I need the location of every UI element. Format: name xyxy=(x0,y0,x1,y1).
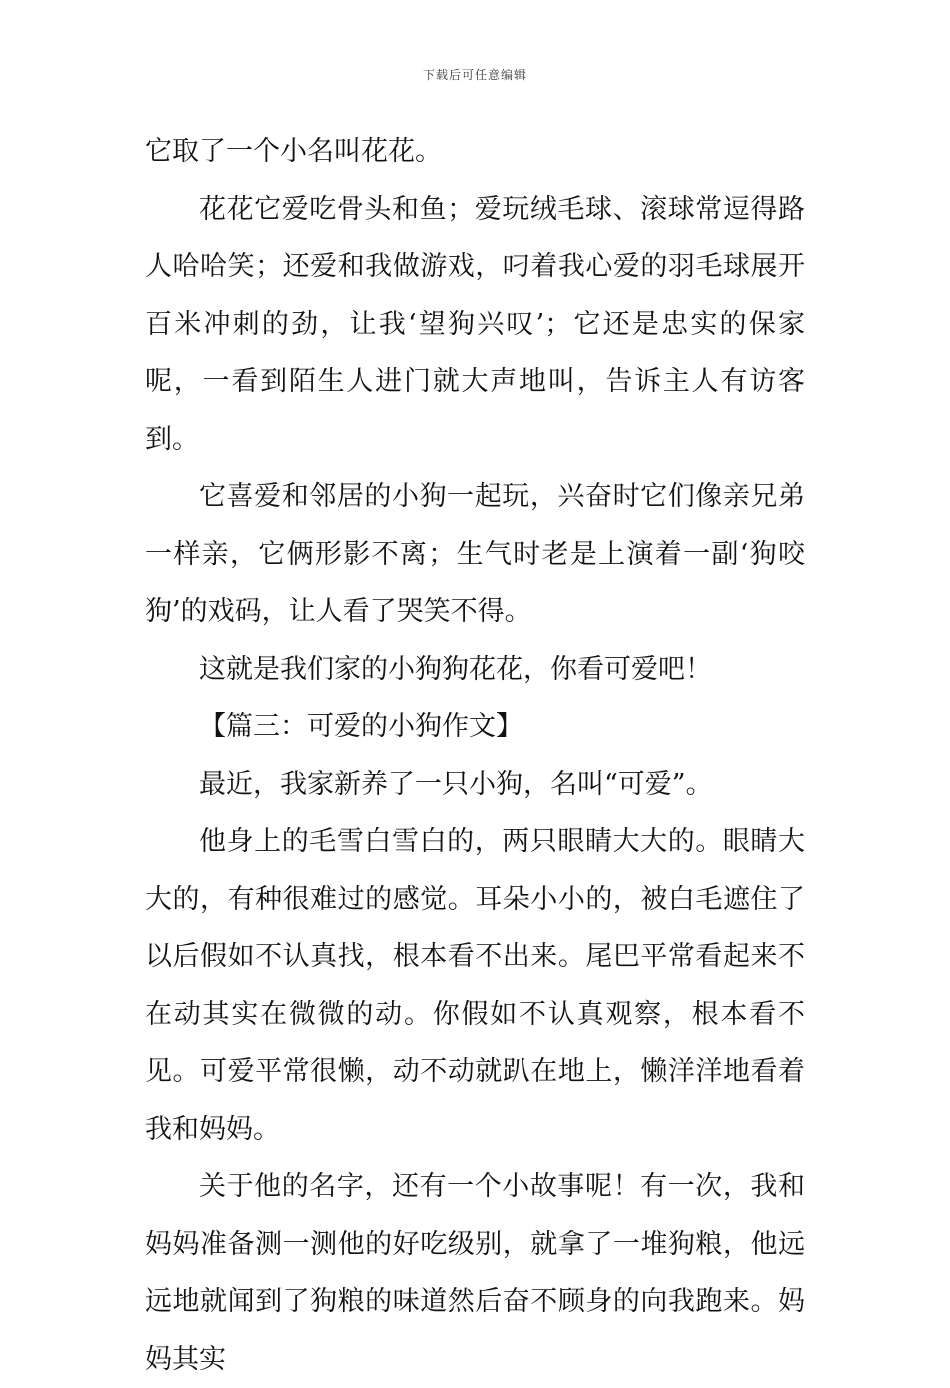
document-body xyxy=(145,123,805,1388)
paragraph: 这就是我们家的小狗狗花花，你看可爱吧！ xyxy=(199,653,712,685)
paragraph: 它喜爱和邻居的小狗一起玩，兴奋时它们像亲兄弟一样亲，它俩形影不离；生气时老是上演着一副‘狗咬狗’的戏码，让人看了哭笑不得。 xyxy=(145,481,805,627)
paragraph: 花花它爱吃骨头和鱼；爱玩绒毛球、滚球常逗得路人哈哈笑；还爱和我做游戏，叼着我心爱的羽毛球展开百米冲刺的劲，让我‘望狗兴叹’；它还是忠实的保家呢，一看到陌生人进门就大声地叫，告诉主人有访客到。 xyxy=(145,193,805,455)
paragraph: 他身上的毛雪白雪白的，两只眼睛大大的。眼睛大大的，有种很难过的感觉。耳朵小小的，被白毛遮住了以后假如不认真找，根本看不出来。尾巴平常看起来不在动其实在微微的动。你假如不认真观察，根本看不见。可爱平常很懒，动不动就趴在地上，懒洋洋地看着我和妈妈。 xyxy=(145,826,805,1145)
section-heading: 【篇三：可爱的小狗作文】 xyxy=(199,711,523,742)
paragraph: 最近，我家新养了一只小狗，名叫“可爱”。 xyxy=(199,768,713,800)
page-header: 下载后可任意编辑 xyxy=(422,68,527,82)
paragraph: 关于他的名字，还有一个小故事呢！有一次，我和妈妈准备测一测他的好吃级别，就拿了一堆狗粮，他远远地就闻到了狗粮的味道然后奋不顾身的向我跑来。妈妈其实 xyxy=(145,1171,805,1375)
paragraph-continuation: 它取了一个小名叫花花。 xyxy=(145,136,442,167)
